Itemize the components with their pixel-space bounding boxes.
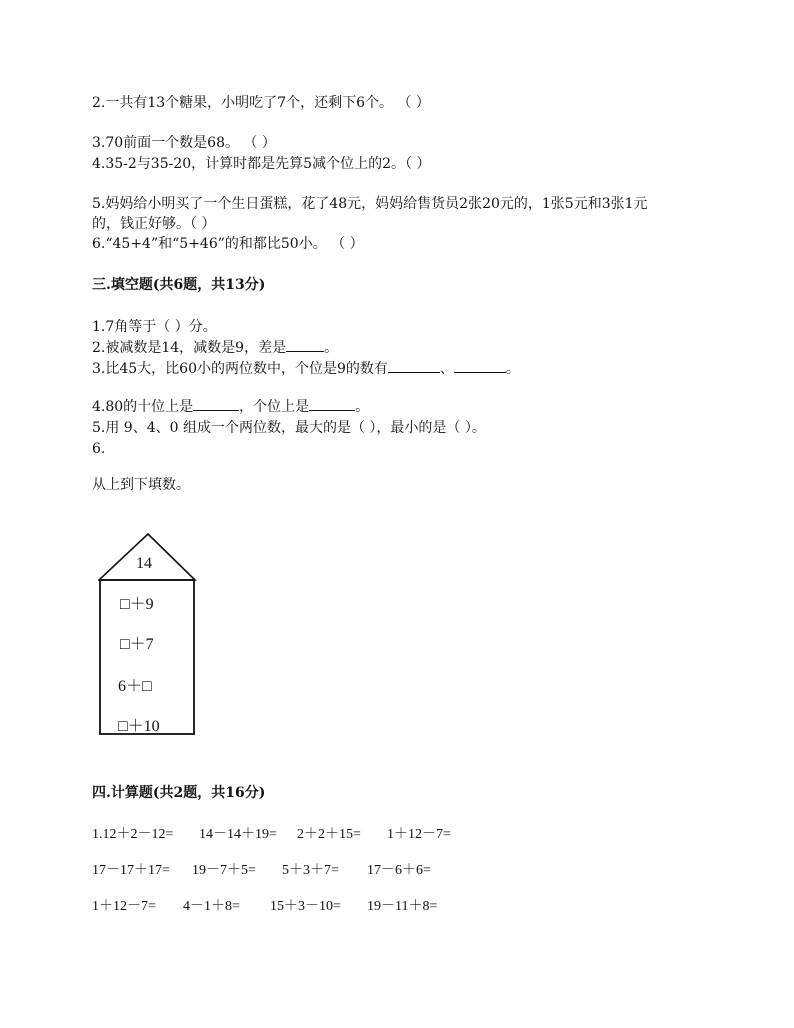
fill-item-6-instruction: 从上到下填数。 — [92, 477, 190, 493]
fill-item-3-end: 。 — [505, 361, 520, 377]
calc-expression: 4－1＋8= — [183, 899, 240, 914]
house-diagram — [98, 532, 198, 738]
judge-item-4: 4.35-2与35-20，计算时都是先算5减个位上的2。（ ） — [92, 156, 431, 172]
house-row-4: □＋10 — [118, 718, 160, 735]
answer-blank[interactable] — [454, 360, 506, 373]
calc-expression: 1＋12－7= — [387, 827, 451, 842]
calc-expression: 5＋3＋7= — [282, 863, 339, 878]
answer-blank[interactable] — [193, 398, 239, 411]
section-3-title: 三.填空题(共6题，共13分) — [92, 277, 266, 293]
fill-item-2-end: 。 — [324, 340, 339, 356]
answer-blank[interactable] — [309, 398, 355, 411]
calc-expression: 1＋12－7= — [92, 899, 156, 914]
fill-item-3 — [92, 360, 520, 378]
calc-row-1 — [92, 826, 451, 844]
fill-item-4-text: 4.80的十位上是 — [92, 399, 194, 415]
calc-expression: 17－6＋6= — [367, 863, 431, 878]
house-row-2: □＋7 — [120, 636, 154, 653]
fill-item-3-sep: 、 — [439, 361, 454, 377]
house-row-3: 6＋□ — [118, 678, 152, 695]
judge-item-3: 3.70前面一个数是68。 （ ） — [92, 135, 276, 151]
fill-item-4-mid: ，个位上是 — [239, 399, 310, 415]
calc-expression: 14－14＋19= — [199, 827, 277, 842]
calc-expression: 17－17＋17= — [92, 863, 170, 878]
calc-expression: 15＋3－10= — [270, 899, 341, 914]
fill-item-1: 1.7角等于（ ）分。 — [92, 319, 217, 335]
calc-row-2 — [92, 862, 431, 880]
house-row-1: □＋9 — [120, 596, 154, 613]
fill-item-2 — [92, 339, 338, 357]
fill-item-6: 6. — [92, 441, 106, 457]
judge-item-5-line2: 的，钱正好够。（ ） — [92, 216, 216, 232]
fill-item-4 — [92, 398, 369, 416]
house-roof-number: 14 — [136, 555, 152, 572]
answer-blank[interactable] — [286, 339, 324, 352]
calc-expression: 2＋2＋15= — [297, 827, 361, 842]
fill-item-5: 5.用 9、4、0 组成一个两位数，最大的是（ ），最小的是（ ）。 — [92, 420, 486, 436]
judge-item-6: 6.“45+4”和“5+46”的和都比50小。 （ ） — [92, 236, 364, 252]
fill-item-3-text: 3.比45大，比60小的两位数中，个位是9的数有 — [92, 361, 388, 377]
section-4-title: 四.计算题(共2题，共16分) — [92, 785, 266, 801]
judge-item-2: 2.一共有13个糖果，小明吃了7个，还剩下6个。 （ ） — [92, 95, 430, 111]
judge-item-5-line1: 5.妈妈给小明买了一个生日蛋糕，花了48元，妈妈给售货员2张20元的，1张5元和3张1元 — [92, 196, 648, 212]
calc-row-3 — [92, 898, 437, 916]
calc-expression: 1.12＋2－12= — [92, 827, 174, 842]
fill-item-2-text: 2.被减数是14，减数是9，差是 — [92, 340, 287, 356]
answer-blank[interactable] — [388, 360, 440, 373]
fill-item-4-end: 。 — [355, 399, 370, 415]
calc-expression: 19－11＋8= — [367, 899, 438, 914]
calc-expression: 19－7＋5= — [192, 863, 256, 878]
